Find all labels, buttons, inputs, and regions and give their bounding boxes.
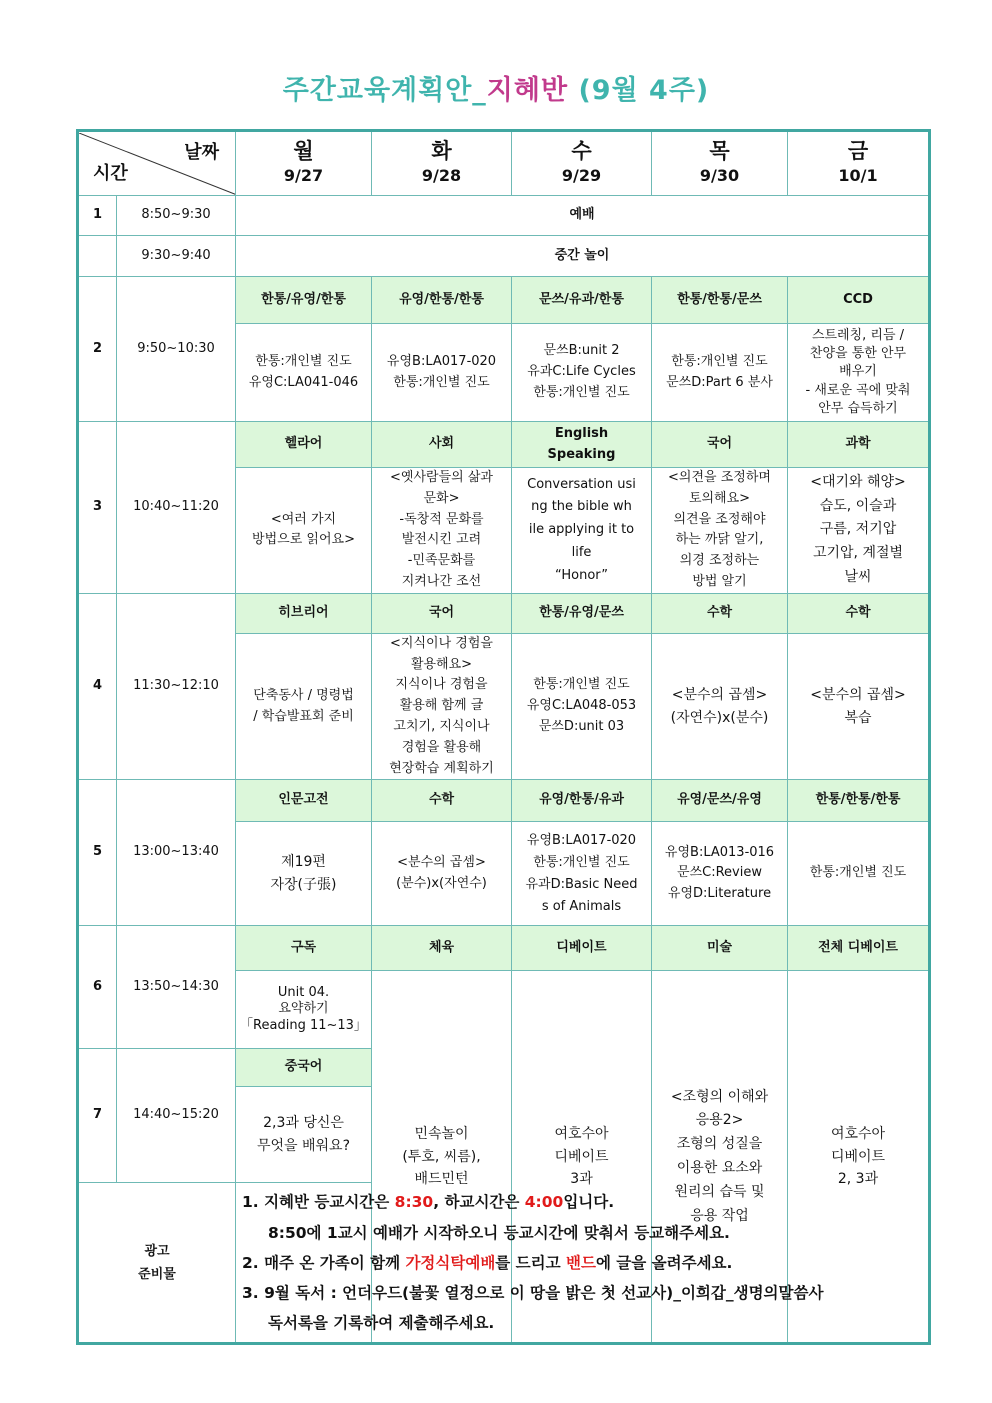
- period-time: 13:00~13:40: [117, 780, 236, 926]
- period-number: 4: [78, 593, 117, 780]
- notice-item-2: 2. 매주 온 가족이 함께 가정식탁예배를 드리고 밴드에 글을 올려주세요.: [242, 1253, 733, 1272]
- period-time: 10:40~11:20: [117, 422, 236, 594]
- detail-cell: 2,3과 당신은 무엇을 배워요?: [236, 1087, 372, 1183]
- period-row-6-subjects: [78, 926, 930, 971]
- detail-cell: <여러 가지 방법으로 읽어요>: [236, 468, 372, 594]
- period-number: 5: [78, 780, 117, 926]
- day-header-wed: 수 9/29: [512, 131, 652, 196]
- detail-cell-merged: <조형의 이해와 응용2> 조형의 성질을 이용한 요소와 원리의 습득 및 응용 작업: [652, 971, 788, 1344]
- subject-cell: 수학: [788, 593, 930, 633]
- detail-cell: <분수의 곱셈> 복습: [788, 633, 930, 780]
- period-time: 13:50~14:30: [117, 926, 236, 1049]
- subject-cell: 한통/한통/한통: [788, 780, 930, 822]
- period-number: [78, 236, 117, 277]
- period-number: 3: [78, 422, 117, 594]
- detail-cell: 유영B:LA013-016 문쓰C:Review 유영D:Literature: [652, 822, 788, 926]
- period-row-5-subjects: [78, 780, 930, 822]
- detail-cell: 한통:개인별 진도 유영C:LA048-053 문쓰D:unit 03: [512, 633, 652, 780]
- notice-item-3-line2: 독서록을 기록하여 제출해주세요.: [268, 1314, 495, 1333]
- subject-cell: 유영/한통/한통: [372, 277, 512, 324]
- period-number: 1: [78, 196, 117, 236]
- subject-cell: 중국어: [236, 1049, 372, 1087]
- period-time: 8:50~9:30: [117, 196, 236, 236]
- subject-cell: 문쓰/유과/한통: [512, 277, 652, 324]
- detail-cell-merged: 민속놀이 (투호, 씨름), 배드민턴: [372, 971, 512, 1344]
- day-header-fri: 금 10/1: [788, 131, 930, 196]
- period-row-2-subjects: [78, 277, 930, 324]
- subject-cell: 국어: [372, 593, 512, 633]
- detail-cell: 문쓰B:unit 2 유과C:Life Cycles 한통:개인별 진도: [512, 324, 652, 422]
- subject-cell: 한통/유영/문쓰: [512, 593, 652, 633]
- weekly-schedule-table: [76, 129, 931, 1345]
- detail-cell: <지식이나 경험을 활용해요> 지식이나 경험을 활용해 함께 글 고치기, 지식이나 경험을 활용해 현장학습 계획하기: [372, 633, 512, 780]
- period-activity: 예배: [236, 196, 930, 236]
- notice-content: [236, 1183, 930, 1344]
- corner-date-label: 날짜: [184, 141, 219, 163]
- detail-cell: <분수의 곱셈> (분수)x(자연수): [372, 822, 512, 926]
- period-time: 14:40~15:20: [117, 1049, 236, 1183]
- subject-cell: 미술: [652, 926, 788, 971]
- subject-cell: English Speaking: [512, 422, 652, 468]
- detail-cell: <옛사람들의 삶과 문화> -독창적 문화를 발전시킨 고려 -민족문화를 지켜나간 조선: [372, 468, 512, 594]
- subject-cell: 유영/문쓰/유영: [652, 780, 788, 822]
- subject-cell: 과학: [788, 422, 930, 468]
- period-row-4-subjects: [78, 593, 930, 633]
- notice-label: 광고 준비물: [78, 1183, 236, 1344]
- period-row-1: [78, 196, 930, 236]
- subject-cell: 디베이트: [512, 926, 652, 971]
- detail-cell: 한통:개인별 진도: [788, 822, 930, 926]
- period-number: 2: [78, 277, 117, 422]
- subject-cell: 사회: [372, 422, 512, 468]
- page-title: 주간교육계획안_지혜반 (9월 4주): [282, 75, 710, 106]
- day-header-tue: 화 9/28: [372, 131, 512, 196]
- period-time: 9:30~9:40: [117, 236, 236, 277]
- subject-cell: 수학: [652, 593, 788, 633]
- detail-cell: 단축동사 / 명령법 / 학습발표회 준비: [236, 633, 372, 780]
- break-activity: 중간 놀이: [236, 236, 930, 277]
- subject-cell: CCD: [788, 277, 930, 324]
- subject-cell: 헬라어: [236, 422, 372, 468]
- subject-cell: 인문고전: [236, 780, 372, 822]
- subject-cell: 히브리어: [236, 593, 372, 633]
- notice-item-1-line2: 8:50에 1교시 예배가 시작하오니 등교시간에 맞춰서 등교해주세요.: [268, 1223, 730, 1242]
- period-number: 6: [78, 926, 117, 1049]
- corner-time-label: 시간: [93, 162, 128, 184]
- notice-item-3: 3. 9월 독서 : 언더우드(불꽃 열정으로 이 땅을 밝은 첫 선교사)_이희갑_생명의말씀사: [242, 1284, 824, 1303]
- detail-cell: <분수의 곱셈> (자연수)x(분수): [652, 633, 788, 780]
- detail-cell: 유영B:LA017-020 한통:개인별 진도 유과D:Basic Need s of Animals: [512, 822, 652, 926]
- detail-cell-merged: 여호수아 디베이트 2, 3과: [788, 971, 930, 1344]
- detail-cell-merged: 여호수아 디베이트 3과: [512, 971, 652, 1344]
- subject-cell: 한통/한통/문쓰: [652, 277, 788, 324]
- period-time: 9:50~10:30: [117, 277, 236, 422]
- detail-cell: Unit 04. 요약하기 「Reading 11~13」: [236, 971, 372, 1049]
- detail-cell: 제19편 자장(子張): [236, 822, 372, 926]
- period-time: 11:30~12:10: [117, 593, 236, 780]
- detail-cell: <대기와 해양> 습도, 이슬과 구름, 저기압 고기압, 계절별 날씨: [788, 468, 930, 594]
- day-header-thu: 목 9/30: [652, 131, 788, 196]
- day-header-mon: 월 9/27: [236, 131, 372, 196]
- subject-cell: 한통/유영/한통: [236, 277, 372, 324]
- subject-cell: 전체 디베이트: [788, 926, 930, 971]
- detail-cell: 유영B:LA017-020 한통:개인별 진도: [372, 324, 512, 422]
- subject-cell: 국어: [652, 422, 788, 468]
- corner-cell: [78, 131, 236, 196]
- subject-cell: 유영/한통/유과: [512, 780, 652, 822]
- period-row-3-subjects: [78, 422, 930, 468]
- notice-item-1: 1. 지혜반 등교시간은 8:30, 하교시간은 4:00입니다.: [242, 1193, 615, 1212]
- notice-row: [78, 1183, 930, 1344]
- subject-cell: 체육: [372, 926, 512, 971]
- subject-cell: 구독: [236, 926, 372, 971]
- detail-cell: Conversation usi ng the bible wh ile applying it to life “Honor”: [512, 468, 652, 594]
- detail-cell: 스트레칭, 리듬 / 찬양을 통한 안무 배우기 - 새로운 곡에 맞춰 안무 습득하기: [788, 324, 930, 422]
- break-row: [78, 236, 930, 277]
- period-number: 7: [78, 1049, 117, 1183]
- detail-cell: <의견을 조정하며 토의해요> 의견을 조정해야 하는 까닭 알기, 의경 조정하는 방법 알기: [652, 468, 788, 594]
- detail-cell: 한통:개인별 진도 문쓰D:Part 6 분사: [652, 324, 788, 422]
- detail-cell: 한통:개인별 진도 유영C:LA041-046: [236, 324, 372, 422]
- header-row: [78, 131, 930, 196]
- subject-cell: 수학: [372, 780, 512, 822]
